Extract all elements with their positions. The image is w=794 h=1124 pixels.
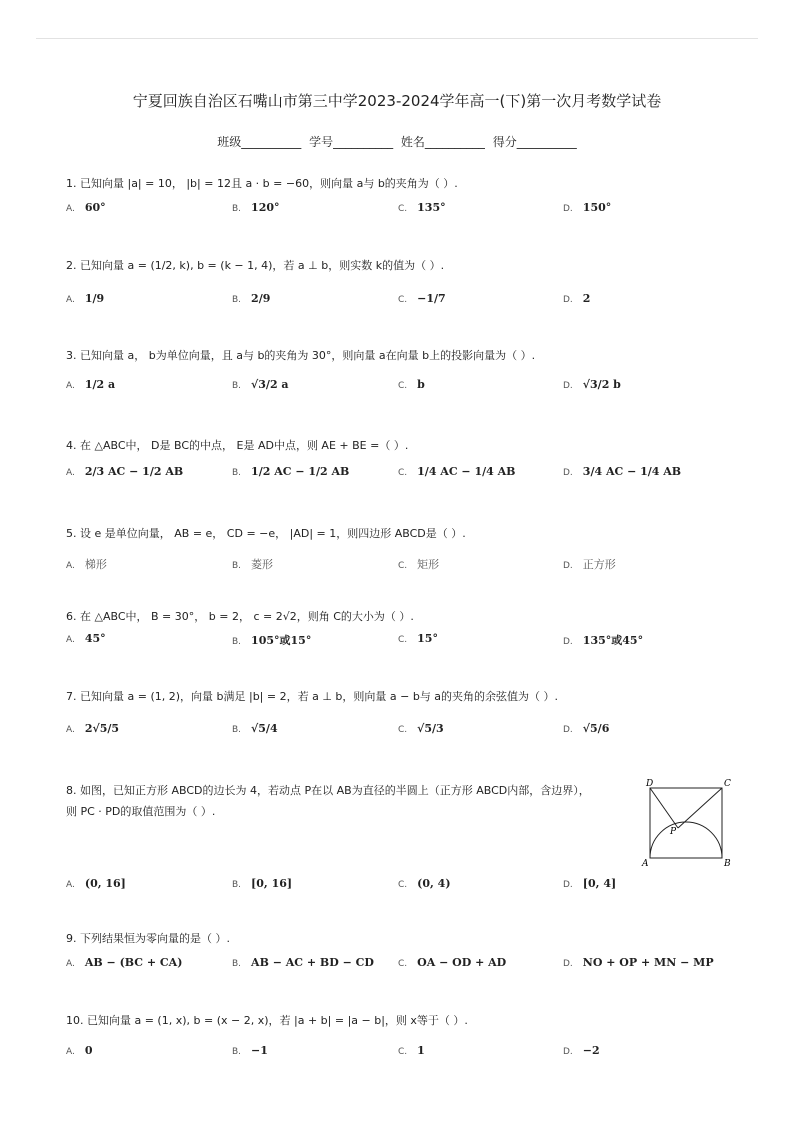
option-d[interactable]: D. 正方形 [563, 558, 616, 571]
option-c[interactable]: C. OA − OD + AD [398, 956, 507, 969]
question-10-stem: 10. 已知向量 a = (1, x), b = (x − 2, x)，若 |a + b| = |a − b|，则 x等于（ ）. [66, 1014, 468, 1027]
semicircle-ab [650, 822, 722, 858]
label-p: P [670, 827, 677, 837]
option-b[interactable]: B. √5/4 [232, 722, 278, 735]
option-c[interactable]: C. (0, 4) [398, 877, 451, 890]
header-rule [36, 38, 758, 39]
option-a[interactable]: A. 2√5/5 [66, 722, 120, 735]
student-info-line [0, 133, 794, 150]
option-a[interactable]: A. 45° [66, 632, 106, 645]
square-semicircle-figure [640, 778, 740, 868]
option-b[interactable]: B. 菱形 [232, 558, 274, 571]
square-abcd [650, 788, 722, 858]
option-c[interactable]: C. 135° [398, 201, 446, 214]
option-d[interactable]: D. NO + OP + MN − MP [563, 956, 714, 969]
question-5-stem: 5. 设 e 是单位向量， AB = e， CD = −e， |AD| = 1，则四边形 ABCD是（ ）. [66, 527, 466, 540]
segment-pd [650, 788, 678, 828]
option-c[interactable]: C. 1 [398, 1044, 425, 1057]
option-c[interactable]: C. 1/4 AC − 1/4 AB [398, 465, 516, 478]
option-c[interactable]: C. 矩形 [398, 558, 440, 571]
score-field: 得分__________ [492, 135, 577, 149]
question-6-stem: 6. 在 △ABC中， B = 30°， b = 2， c = 2√2，则角 C的大小为（ ）. [66, 610, 414, 623]
student-id-field: 学号__________ [309, 135, 394, 149]
option-b[interactable]: B. 1/2 AC − 1/2 AB [232, 465, 350, 478]
option-b[interactable]: B. AB − AC + BD − CD [232, 956, 374, 969]
question-7-stem: 7. 已知向量 a = (1, 2)，向量 b满足 |b| = 2，若 a ⊥ b，则向量 a − b与 a的夹角的余弦值为（ ）. [66, 690, 559, 703]
label-a: A [642, 859, 649, 868]
label-d: D [646, 779, 654, 789]
option-d[interactable]: D. 3/4 AC − 1/4 AB [563, 465, 682, 478]
option-a[interactable]: A. 1/2 a [66, 378, 116, 391]
option-d[interactable]: D. 135°或45° [563, 634, 644, 647]
option-b[interactable]: B. 2/9 [232, 292, 271, 305]
option-d[interactable]: D. 150° [563, 201, 612, 214]
option-a[interactable]: A. 60° [66, 201, 106, 214]
option-d[interactable]: D. √3/2 b [563, 378, 621, 391]
question-8-stem: 8. 如图，已知正方形 ABCD的边长为 4，若动点 P在以 AB为直径的半圆上（正方形 ABCD内部，含边界）， [66, 784, 590, 797]
question-8-stem-continued: 则 PC · PD的取值范围为（ ）. [66, 805, 216, 818]
option-c[interactable]: C. b [398, 378, 425, 391]
option-a[interactable]: A. (0, 16] [66, 877, 126, 890]
label-c: C [724, 779, 731, 789]
question-4-stem: 4. 在 △ABC中， D是 BC的中点， E是 AD中点，则 AE + BE =（ ）. [66, 439, 409, 452]
option-d[interactable]: D. √5/6 [563, 722, 610, 735]
option-b[interactable]: B. √3/2 a [232, 378, 289, 391]
option-b[interactable]: B. [0, 16] [232, 877, 293, 890]
option-d[interactable]: D. [0, 4] [563, 877, 617, 890]
label-b: B [724, 859, 731, 868]
question-2-stem: 2. 已知向量 a = (1/2, k), b = (k − 1, 4)，若 a ⊥ b，则实数 k的值为（ ）. [66, 259, 445, 272]
option-a[interactable]: A. 2/3 AC − 1/2 AB [66, 465, 184, 478]
option-a[interactable]: A. 0 [66, 1044, 93, 1057]
option-b[interactable]: B. 105°或15° [232, 634, 312, 647]
name-field: 姓名__________ [400, 135, 485, 149]
option-a[interactable]: A. 1/9 [66, 292, 105, 305]
question-1-stem: 1. 已知向量 |a| = 10， |b| = 12且 a · b = −60，则向量 a与 b的夹角为（ ）. [66, 177, 458, 190]
option-b[interactable]: B. −1 [232, 1044, 268, 1057]
option-c[interactable]: C. √5/3 [398, 722, 444, 735]
question-3-stem: 3. 已知向量 a， b为单位向量，且 a与 b的夹角为 30°，则向量 a在向量 b上的投影向量为（ ）. [66, 349, 536, 362]
question-9-stem: 9. 下列结果恒为零向量的是（ ）. [66, 932, 230, 945]
option-d[interactable]: D. 2 [563, 292, 591, 305]
exam-title: 宁夏回族自治区石嘴山市第三中学2023-2024学年高一(下)第一次月考数学试卷 [132, 92, 662, 110]
option-c[interactable]: C. 15° [398, 632, 438, 645]
option-b[interactable]: B. 120° [232, 201, 280, 214]
option-a[interactable]: A. AB − (BC + CA) [66, 956, 183, 969]
class-field: 班级__________ [217, 135, 302, 149]
option-d[interactable]: D. −2 [563, 1044, 600, 1057]
option-a[interactable]: A. 梯形 [66, 558, 107, 571]
option-c[interactable]: C. −1/7 [398, 292, 446, 305]
